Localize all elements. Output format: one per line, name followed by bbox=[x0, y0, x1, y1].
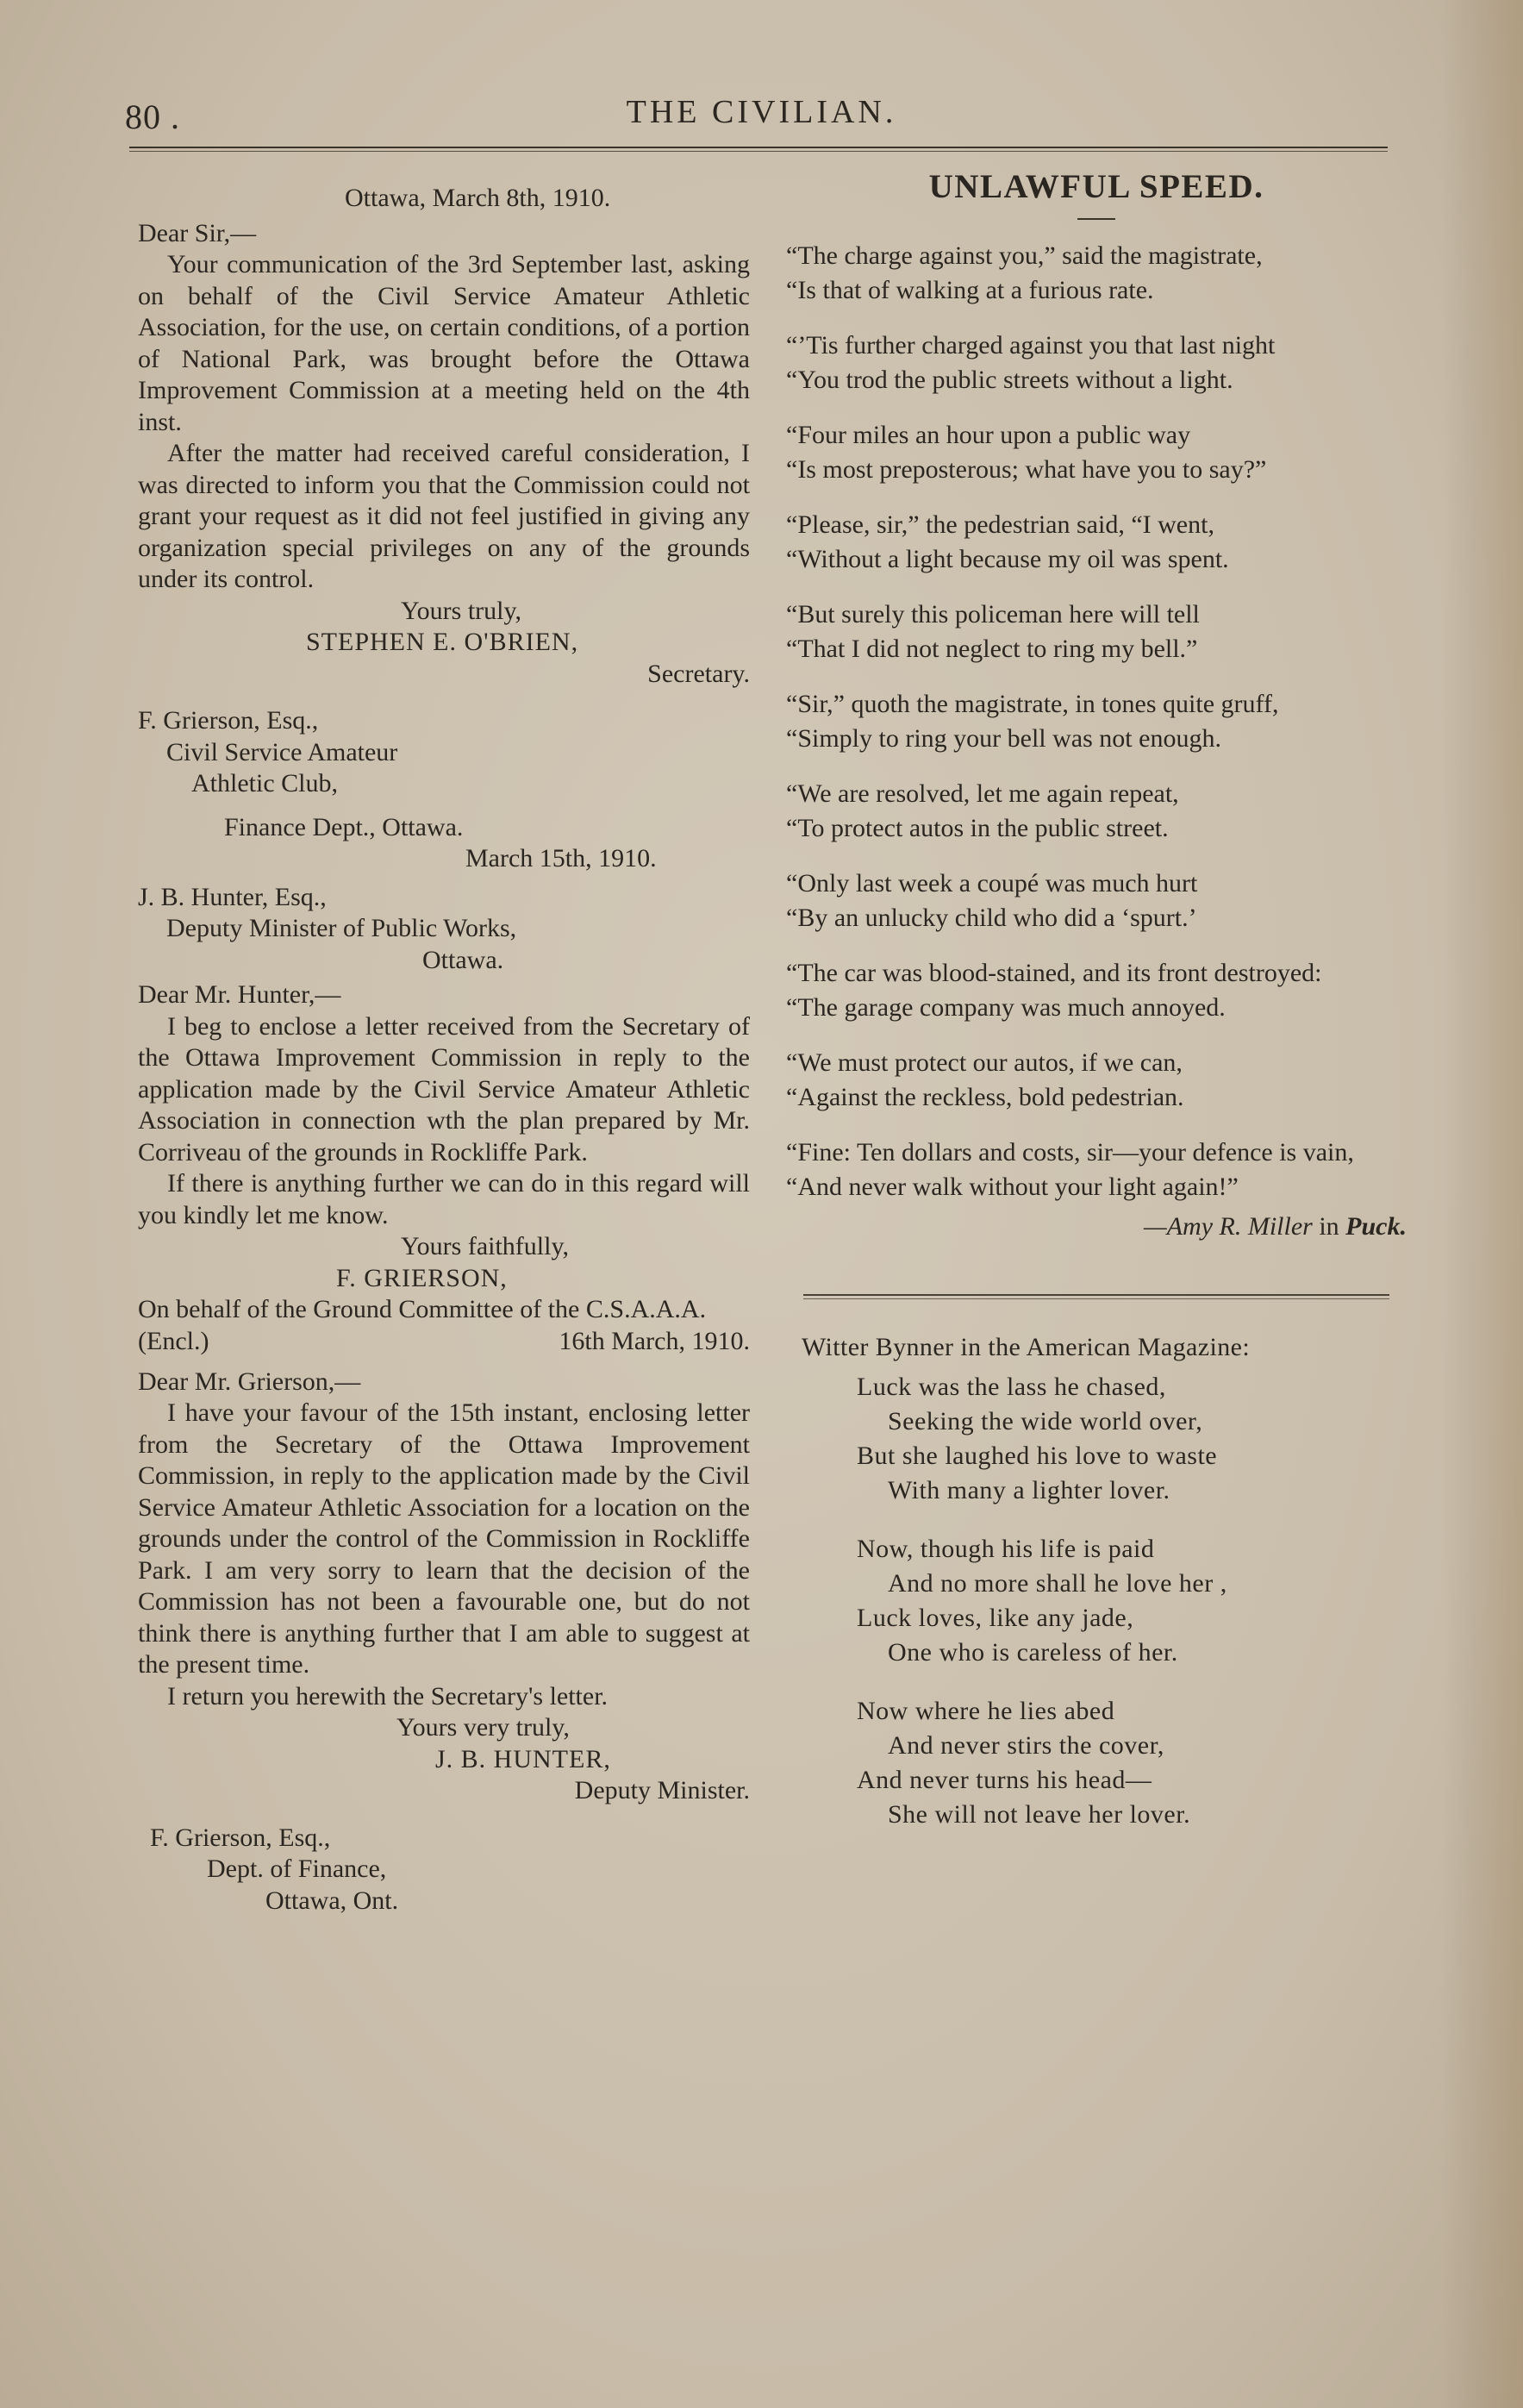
letter-addressee-line: J. B. Hunter, Esq., bbox=[138, 882, 327, 911]
poem-stanza bbox=[786, 597, 1407, 666]
poem-line: With many a lighter lover. bbox=[888, 1476, 1170, 1504]
letter-addressee-line: Ottawa, Ont. bbox=[265, 1886, 399, 1915]
poem-line: “Fine: Ten dollars and costs, sir—your defence is vain, bbox=[786, 1138, 1354, 1166]
letter-paragraph: After the matter had received careful consideration, I was directed to inform you that the Commission could not grant your request as it did not feel justified in giving any organization special privileges on any of the grounds under its control. bbox=[138, 439, 750, 593]
letter-grierson bbox=[138, 812, 750, 1358]
letter-signer-title: Secretary. bbox=[647, 659, 750, 688]
poem-line: One who is careless of her. bbox=[888, 1638, 1178, 1667]
letter-addressee-line: Athletic Club, bbox=[191, 769, 338, 797]
poem-stanza bbox=[786, 1370, 1407, 1508]
left-column bbox=[138, 183, 750, 1917]
poem-line: And no more shall he love her , bbox=[888, 1569, 1227, 1598]
letter-addressee-line: F. Grierson, Esq., bbox=[150, 1823, 331, 1852]
poem-line: “But surely this policeman here will tell bbox=[786, 600, 1200, 629]
poem-attribution bbox=[786, 1210, 1407, 1244]
poem-line: Now where he lies abed bbox=[857, 1697, 1115, 1725]
poem-stanza bbox=[786, 418, 1407, 487]
letter-signer: STEPHEN E. O'BRIEN, bbox=[306, 628, 579, 656]
letter-paragraph: I return you herewith the Secretary's letter. bbox=[167, 1681, 609, 1711]
letter-closing: Yours truly, bbox=[401, 596, 522, 625]
letter-addressee-line: Civil Service Amateur bbox=[166, 737, 398, 766]
bynner-intro: Witter Bynner in the American Magazine: bbox=[802, 1333, 1251, 1361]
letter-addressee-line: Ottawa. bbox=[422, 945, 504, 974]
letter-salutation: Dear Mr. Hunter,— bbox=[138, 980, 341, 1009]
letter-dateline: 16th March, 1910. bbox=[559, 1327, 750, 1355]
poem-stanza bbox=[786, 777, 1407, 846]
poem-line: “That I did not neglect to ring my bell.” bbox=[786, 635, 1198, 663]
header-rule-thin bbox=[129, 151, 1388, 152]
letter-paragraph: I have your favour of the 15th instant, enclosing letter from the Secretary of the Ottawa Improvement Commission, in reply to the application made by the Civil Service Amateur Athletic Association for a location on the grounds under the control of the Commission in Rockliffe Park. I am very sorry to learn that the decision of the Commission has not been a favourable one, but do not think there is anything further that I am able to suggest at the present time. bbox=[138, 1398, 750, 1679]
poem-stanza bbox=[786, 508, 1407, 577]
letter-salutation: Dear Mr. Grierson,— bbox=[138, 1367, 361, 1396]
poem-line: “’Tis further charged against you that last night bbox=[786, 331, 1276, 360]
poem-line: Seeking the wide world over, bbox=[888, 1407, 1203, 1435]
section-rule bbox=[803, 1294, 1389, 1296]
poem-line: “Four miles an hour upon a public way bbox=[786, 421, 1191, 449]
poem-line: “The garage company was much annoyed. bbox=[786, 993, 1226, 1022]
letter-paragraph: Your communication of the 3rd September last, asking on behalf of the Civil Service Amateur Athletic Association, for the use, on certain conditions, of a portion of National Park, was brought before the Ottawa Improvement Commission at a meeting held on the 4th inst. bbox=[138, 250, 750, 436]
letter-closing: Yours faithfully, bbox=[401, 1232, 570, 1260]
title-dash bbox=[1077, 218, 1115, 220]
poem-line: Luck was the lass he chased, bbox=[857, 1373, 1166, 1401]
letter-salutation: Dear Sir,— bbox=[138, 218, 257, 247]
poem-line: “Only last week a coupé was much hurt bbox=[786, 869, 1198, 898]
page-edge-shading bbox=[1441, 0, 1523, 2408]
letter-dateline: Finance Dept., Ottawa. bbox=[224, 812, 464, 841]
page-number: 80 . bbox=[125, 97, 180, 136]
poem-stanza bbox=[786, 328, 1407, 397]
attribution-author: —Amy R. Miller bbox=[1144, 1212, 1313, 1241]
poem-line: “You trod the public streets without a light. bbox=[786, 366, 1233, 394]
poem-stanza bbox=[786, 1694, 1407, 1832]
poem-stanza bbox=[786, 239, 1407, 308]
poem-stanza bbox=[786, 1135, 1407, 1204]
letter-paragraph: If there is anything further we can do in this regard will you kindly let me know. bbox=[138, 1169, 750, 1229]
poem-line: “And never walk without your light again!” bbox=[786, 1173, 1239, 1201]
poem-stanza bbox=[786, 866, 1407, 935]
letter-addressee-line: Dept. of Finance, bbox=[207, 1854, 387, 1883]
attribution-in: in bbox=[1319, 1212, 1339, 1241]
poem-line: She will not leave her lover. bbox=[888, 1800, 1191, 1829]
poem-line: “We must protect our autos, if we can, bbox=[786, 1048, 1183, 1077]
poem-stanza bbox=[786, 956, 1407, 1025]
poem-line: “Sir,” quoth the magistrate, in tones quite gruff, bbox=[786, 690, 1279, 718]
poem-line: “We are resolved, let me again repeat, bbox=[786, 779, 1179, 808]
letter-addressee-line: Deputy Minister of Public Works, bbox=[166, 914, 517, 942]
bynner-poem bbox=[786, 1370, 1407, 1832]
poem-line: “Is most preposterous; what have you to say?” bbox=[786, 455, 1267, 484]
poem-line: “To protect autos in the public street. bbox=[786, 814, 1169, 842]
poem-line: “The charge against you,” said the magistrate, bbox=[786, 241, 1263, 270]
letter-behalf: On behalf of the Ground Committee of the C.S.A.A.A. bbox=[138, 1295, 707, 1323]
poem-stanza bbox=[786, 687, 1407, 756]
poem-line: “By an unlucky child who did a ‘spurt.’ bbox=[786, 904, 1197, 932]
poem-line: And never stirs the cover, bbox=[888, 1731, 1164, 1760]
letter-closing: Yours very truly, bbox=[396, 1713, 570, 1742]
right-column bbox=[786, 168, 1407, 1856]
running-head: THE CIVILIAN. bbox=[626, 94, 897, 130]
section-rule-thin bbox=[803, 1298, 1389, 1299]
poem-title: UNLAWFUL SPEED. bbox=[928, 168, 1264, 205]
letter-obrien bbox=[138, 183, 750, 800]
unlawful-speed-poem bbox=[786, 239, 1407, 1204]
poem-line: But she laughed his love to waste bbox=[857, 1442, 1218, 1470]
letter-paragraph: I beg to enclose a letter received from the Secretary of the Ottawa Improvement Commission in reply to the application made by the Civil Service Amateur Athletic Association in connection wth the plan prepared by Mr. Corriveau of the grounds in Rockliffe Park. bbox=[138, 1011, 750, 1166]
letter-addressee-line: F. Grierson, Esq., bbox=[138, 706, 319, 735]
letter-dateline: March 15th, 1910. bbox=[465, 844, 657, 873]
letter-dateline: Ottawa, March 8th, 1910. bbox=[345, 184, 611, 212]
poem-line: “Please, sir,” the pedestrian said, “I went, bbox=[786, 510, 1214, 539]
letter-signer: J. B. HUNTER, bbox=[435, 1744, 611, 1773]
poem-line: “Against the reckless, bold pedestrian. bbox=[786, 1083, 1184, 1111]
poem-line: “Simply to ring your bell was not enough. bbox=[786, 724, 1221, 753]
poem-line: And never turns his head— bbox=[857, 1766, 1152, 1794]
poem-line: “Without a light because my oil was spent. bbox=[786, 545, 1229, 573]
attribution-source: Puck. bbox=[1345, 1212, 1407, 1241]
letter-signer-title: Deputy Minister. bbox=[574, 1776, 750, 1804]
letter-hunter bbox=[138, 1326, 750, 1917]
poem-line: Luck loves, like any jade, bbox=[857, 1604, 1134, 1632]
poem-line: “Is that of walking at a furious rate. bbox=[786, 276, 1154, 304]
letter-signer: F. GRIERSON, bbox=[336, 1263, 508, 1292]
poem-stanza bbox=[786, 1532, 1407, 1670]
letter-enclosure: (Encl.) bbox=[138, 1326, 209, 1355]
poem-line: “The car was blood-stained, and its front destroyed: bbox=[786, 959, 1322, 987]
header-rule bbox=[129, 147, 1388, 148]
poem-stanza bbox=[786, 1046, 1407, 1115]
poem-line: Now, though his life is paid bbox=[857, 1535, 1155, 1563]
